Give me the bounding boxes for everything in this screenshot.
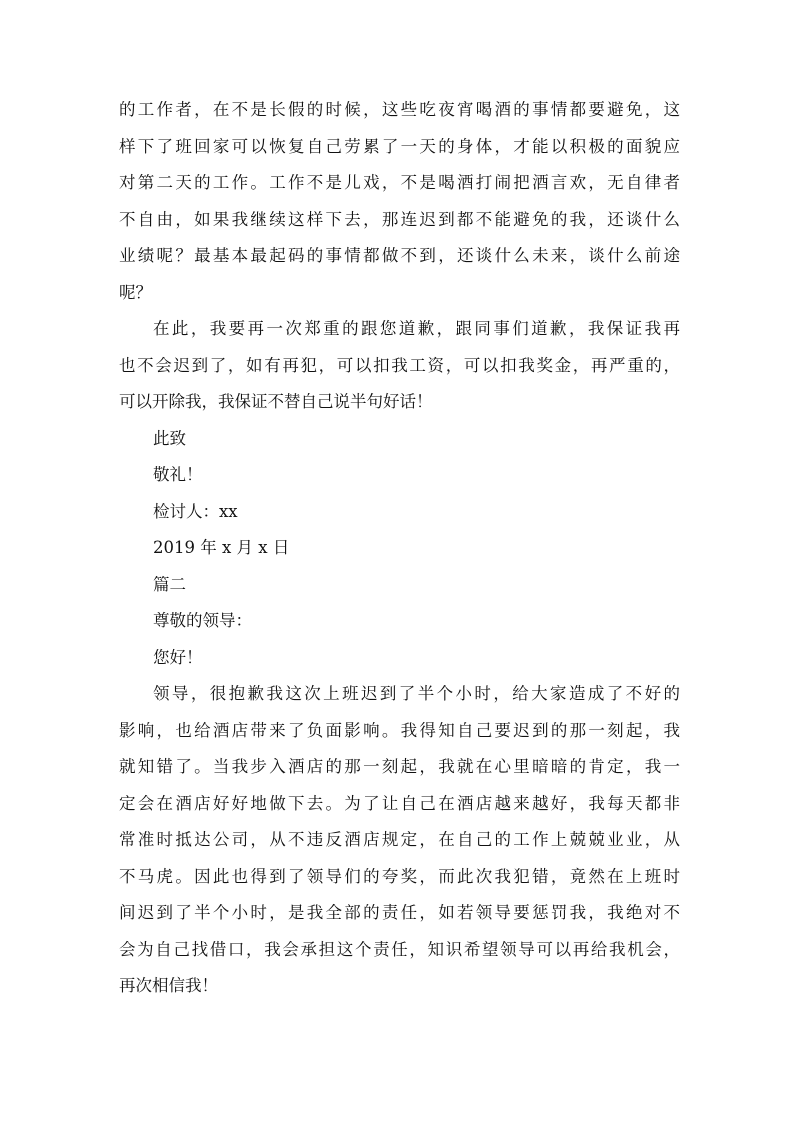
text-line: 可以开除我，我保证不替自己说半句好话！ (119, 392, 433, 411)
closing-text: 此致 (153, 428, 186, 448)
text-line: 领导，很抱歉我这次上班迟到了半个小时，给大家造成了不好的 (153, 684, 680, 703)
hello-text: 您好！ (153, 647, 203, 667)
text-line: 不马虎。因此也得到了领导们的夸奖，而此次我犯错，竟然在上班时 (119, 866, 680, 886)
text-line: 会为自己找借口，我会承担这个责任，知识希望领导可以再给我机会， (119, 939, 680, 959)
paragraph-continuation (119, 92, 680, 311)
section-title: 篇二 (153, 574, 186, 594)
document-body (119, 92, 680, 1005)
text-line: 间迟到了半个小时，是我全部的责任，如若领导要惩罚我，我绝对不 (119, 903, 680, 922)
text-line: 对第二天的工作。工作不是儿戏，不是喝酒打闹把酒言欢，无自律者 (119, 173, 680, 192)
text-line: 就知错了。当我步入酒店的那一刻起，我就在心里暗暗的肯定，我一 (119, 757, 680, 776)
text-line: 定会在酒店好好地做下去。为了让自己在酒店越来越好，我每天都非 (119, 793, 680, 813)
text-line: 也不会迟到了，如有再犯，可以扣我工资，可以扣我奖金，再严重的， (119, 355, 680, 375)
text-line: 常准时抵达公司，从不违反酒店规定，在自己的工作上兢兢业业，从 (119, 830, 680, 849)
salute-text: 敬礼！ (153, 465, 203, 484)
text-line: 不自由，如果我继续这样下去，那连迟到都不能避免的我，还谈什么 (119, 209, 680, 229)
date-text: 2019 年 x 月 x 日 (153, 538, 290, 557)
text-line: 样下了班回家可以恢复自己劳累了一天的身体，才能以积极的面貌应 (119, 136, 680, 156)
paragraph-letter-body (119, 676, 680, 1005)
text-line: 业绩呢？最基本最起码的事情都做不到，还谈什么未来，谈什么前途 (119, 246, 680, 265)
text-line: 在此，我要再一次郑重的跟您道歉，跟同事们道歉，我保证我再 (153, 319, 680, 338)
text-line: 的工作者，在不是长假的时候，这些吃夜宵喝酒的事情都要避免，这 (119, 100, 680, 119)
greeting-text: 尊敬的领导： (153, 611, 252, 630)
text-line: 再次相信我！ (119, 976, 218, 995)
text-line: 影响，也给酒店带来了负面影响。我得知自己要迟到的那一刻起，我 (119, 720, 680, 740)
paragraph-apology (119, 311, 680, 421)
text-line: 呢？ (119, 282, 152, 302)
signer-text: 检讨人：xx (153, 501, 238, 521)
